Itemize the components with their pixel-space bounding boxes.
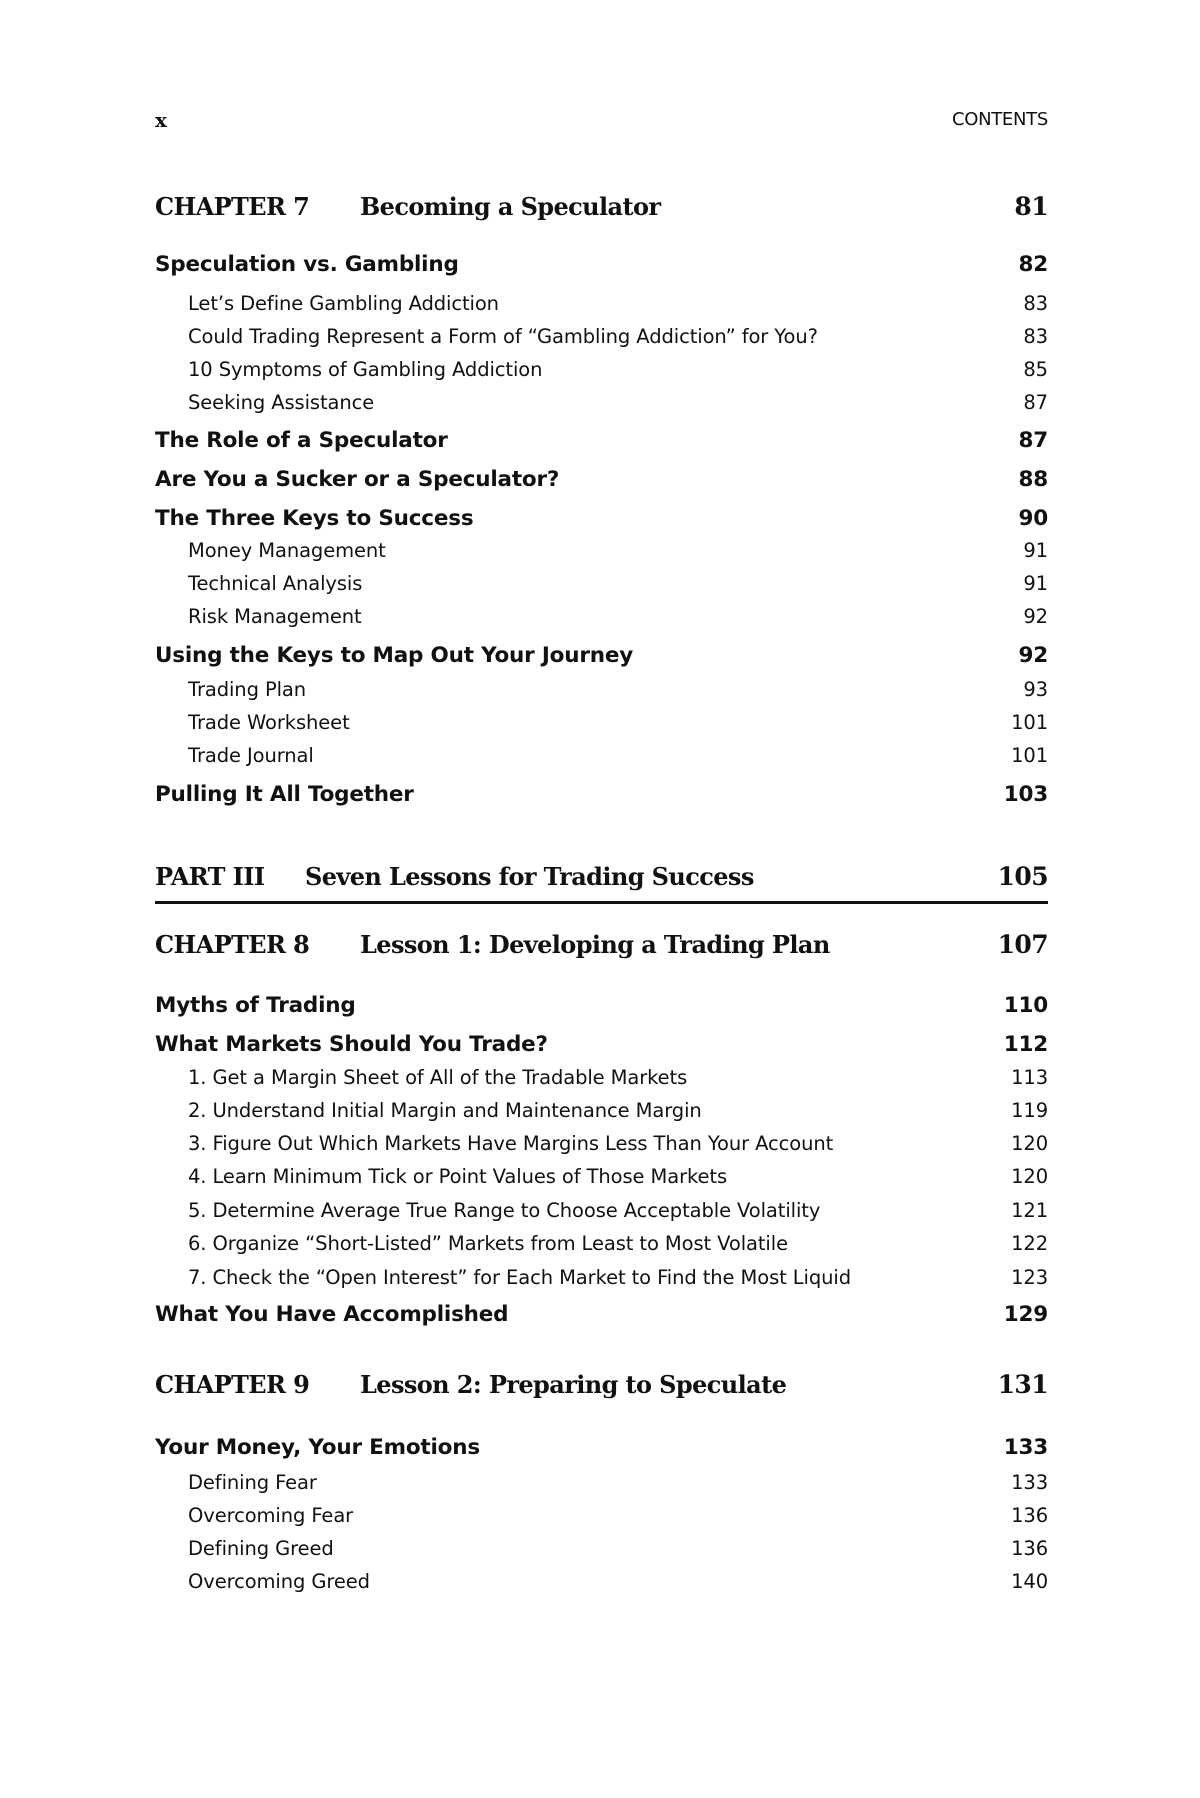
page-number: 140 [1011, 1570, 1048, 1593]
toc-chapter-7[interactable] [155, 193, 1048, 221]
entry-title: Risk Management [188, 605, 362, 628]
page-number: 88 [1018, 467, 1048, 492]
toc-section[interactable] [155, 782, 1048, 808]
toc-section[interactable] [155, 252, 1048, 278]
entry-title: 2. Understand Initial Margin and Maintenance Margin [188, 1099, 702, 1122]
page-number: 93 [1023, 678, 1048, 701]
toc-section[interactable] [155, 428, 1048, 454]
entry-title: 6. Organize “Short-Listed” Markets from Least to Most Volatile [188, 1232, 788, 1255]
page-number: 101 [1011, 744, 1048, 767]
page-number: 133 [1011, 1471, 1048, 1494]
toc-subsection[interactable] [155, 391, 1048, 415]
entry-title: 10 Symptoms of Gambling Addiction [188, 358, 543, 381]
page-number: 113 [1011, 1066, 1048, 1089]
chapter-title: Lesson 1: Developing a Trading Plan [360, 930, 830, 959]
toc-section[interactable] [155, 1032, 1048, 1058]
page-number: 121 [1011, 1199, 1048, 1222]
toc-subsection[interactable] [155, 1537, 1048, 1561]
page-number: 136 [1011, 1537, 1048, 1560]
toc-subsection[interactable] [155, 1232, 1048, 1256]
toc-section[interactable] [155, 1302, 1048, 1328]
entry-title: Pulling It All Together [155, 782, 414, 807]
page-number: 120 [1011, 1165, 1048, 1188]
toc-subsection[interactable] [155, 1165, 1048, 1189]
toc-subsection[interactable] [155, 744, 1048, 768]
entry-title: 3. Figure Out Which Markets Have Margins Less Than Your Account [188, 1132, 834, 1155]
chapter-number: CHAPTER 9 [155, 1370, 310, 1399]
entry-title: The Role of a Speculator [155, 428, 448, 453]
toc-chapter-8[interactable] [155, 931, 1048, 959]
entry-title: Let’s Define Gambling Addiction [188, 292, 499, 315]
page-number: 90 [1018, 506, 1048, 531]
toc-section[interactable] [155, 643, 1048, 669]
toc-subsection[interactable] [155, 358, 1048, 382]
part-title: Seven Lessons for Trading Success [305, 862, 754, 891]
entry-title: 5. Determine Average True Range to Choose Acceptable Volatility [188, 1199, 821, 1222]
page-number: 92 [1018, 643, 1048, 668]
entry-title: Seeking Assistance [188, 391, 375, 414]
toc-subsection[interactable] [155, 711, 1048, 735]
page-folio: x [155, 108, 167, 132]
entry-title: Defining Greed [188, 1537, 334, 1560]
chapter-title: Becoming a Speculator [360, 192, 661, 221]
toc-subsection[interactable] [155, 678, 1048, 702]
toc-section[interactable] [155, 506, 1048, 532]
page-number: 87 [1023, 391, 1048, 414]
entry-title: Money Management [188, 539, 386, 562]
page-number: 122 [1011, 1232, 1048, 1255]
toc-subsection[interactable] [155, 325, 1048, 349]
entry-title: Trade Worksheet [188, 711, 350, 734]
entry-title: Technical Analysis [188, 572, 363, 595]
entry-title: What You Have Accomplished [155, 1302, 509, 1327]
entry-title: Could Trading Represent a Form of “Gambling Addiction” for You? [188, 325, 818, 348]
toc-subsection[interactable] [155, 1471, 1048, 1495]
page-number: 91 [1023, 539, 1048, 562]
entry-title: Overcoming Fear [188, 1504, 354, 1527]
toc-section[interactable] [155, 993, 1048, 1019]
entry-title: Trade Journal [188, 744, 314, 767]
entry-title: Overcoming Greed [188, 1570, 370, 1593]
entry-title: Are You a Sucker or a Speculator? [155, 467, 560, 492]
entry-title: 7. Check the “Open Interest” for Each Market to Find the Most Liquid [188, 1266, 852, 1289]
toc-subsection[interactable] [155, 605, 1048, 629]
page-number: 81 [1014, 192, 1048, 221]
toc-chapter-9[interactable] [155, 1371, 1048, 1399]
toc-part-3[interactable] [155, 863, 1048, 891]
page-number: 133 [1003, 1435, 1048, 1460]
page-number: 92 [1023, 605, 1048, 628]
entry-title: Myths of Trading [155, 993, 356, 1018]
entry-title: Defining Fear [188, 1471, 317, 1494]
toc-subsection[interactable] [155, 1066, 1048, 1090]
entry-title: What Markets Should You Trade? [155, 1032, 548, 1057]
toc-section[interactable] [155, 467, 1048, 493]
chapter-number: CHAPTER 8 [155, 930, 310, 959]
entry-title: Trading Plan [188, 678, 307, 701]
page-number: 123 [1011, 1266, 1048, 1289]
toc-subsection[interactable] [155, 1132, 1048, 1156]
page-number: 82 [1018, 252, 1048, 277]
page-number: 129 [1003, 1302, 1048, 1327]
toc-subsection[interactable] [155, 572, 1048, 596]
page-number: 91 [1023, 572, 1048, 595]
toc-subsection[interactable] [155, 1570, 1048, 1594]
entry-title: 1. Get a Margin Sheet of All of the Tradable Markets [188, 1066, 688, 1089]
page-number: 107 [997, 930, 1048, 959]
chapter-number: CHAPTER 7 [155, 192, 310, 221]
toc-subsection[interactable] [155, 539, 1048, 563]
page-number: 101 [1011, 711, 1048, 734]
entry-title: Your Money, Your Emotions [155, 1435, 480, 1460]
page-number: 112 [1003, 1032, 1048, 1057]
entry-title: Using the Keys to Map Out Your Journey [155, 643, 634, 668]
toc-subsection[interactable] [155, 1266, 1048, 1290]
toc-subsection[interactable] [155, 292, 1048, 316]
chapter-title: Lesson 2: Preparing to Speculate [360, 1370, 787, 1399]
entry-title: 4. Learn Minimum Tick or Point Values of Those Markets [188, 1165, 728, 1188]
toc-subsection[interactable] [155, 1504, 1048, 1528]
page-number: 103 [1003, 782, 1048, 807]
part-number: PART III [155, 862, 265, 891]
page-number: 131 [997, 1370, 1048, 1399]
toc-subsection[interactable] [155, 1099, 1048, 1123]
page-number: 85 [1023, 358, 1048, 381]
page-number: 110 [1003, 993, 1048, 1018]
page-number: 119 [1011, 1099, 1048, 1122]
page-number: 105 [997, 862, 1048, 891]
toc-section[interactable] [155, 1435, 1048, 1461]
page-number: 83 [1023, 292, 1048, 315]
page-number: 120 [1011, 1132, 1048, 1155]
entry-title: The Three Keys to Success [155, 506, 474, 531]
page-number: 136 [1011, 1504, 1048, 1527]
page-number: 83 [1023, 325, 1048, 348]
page-number: 87 [1018, 428, 1048, 453]
part-divider-rule [155, 901, 1048, 904]
running-head: CONTENTS [951, 109, 1048, 130]
toc-subsection[interactable] [155, 1199, 1048, 1223]
entry-title: Speculation vs. Gambling [155, 252, 459, 277]
